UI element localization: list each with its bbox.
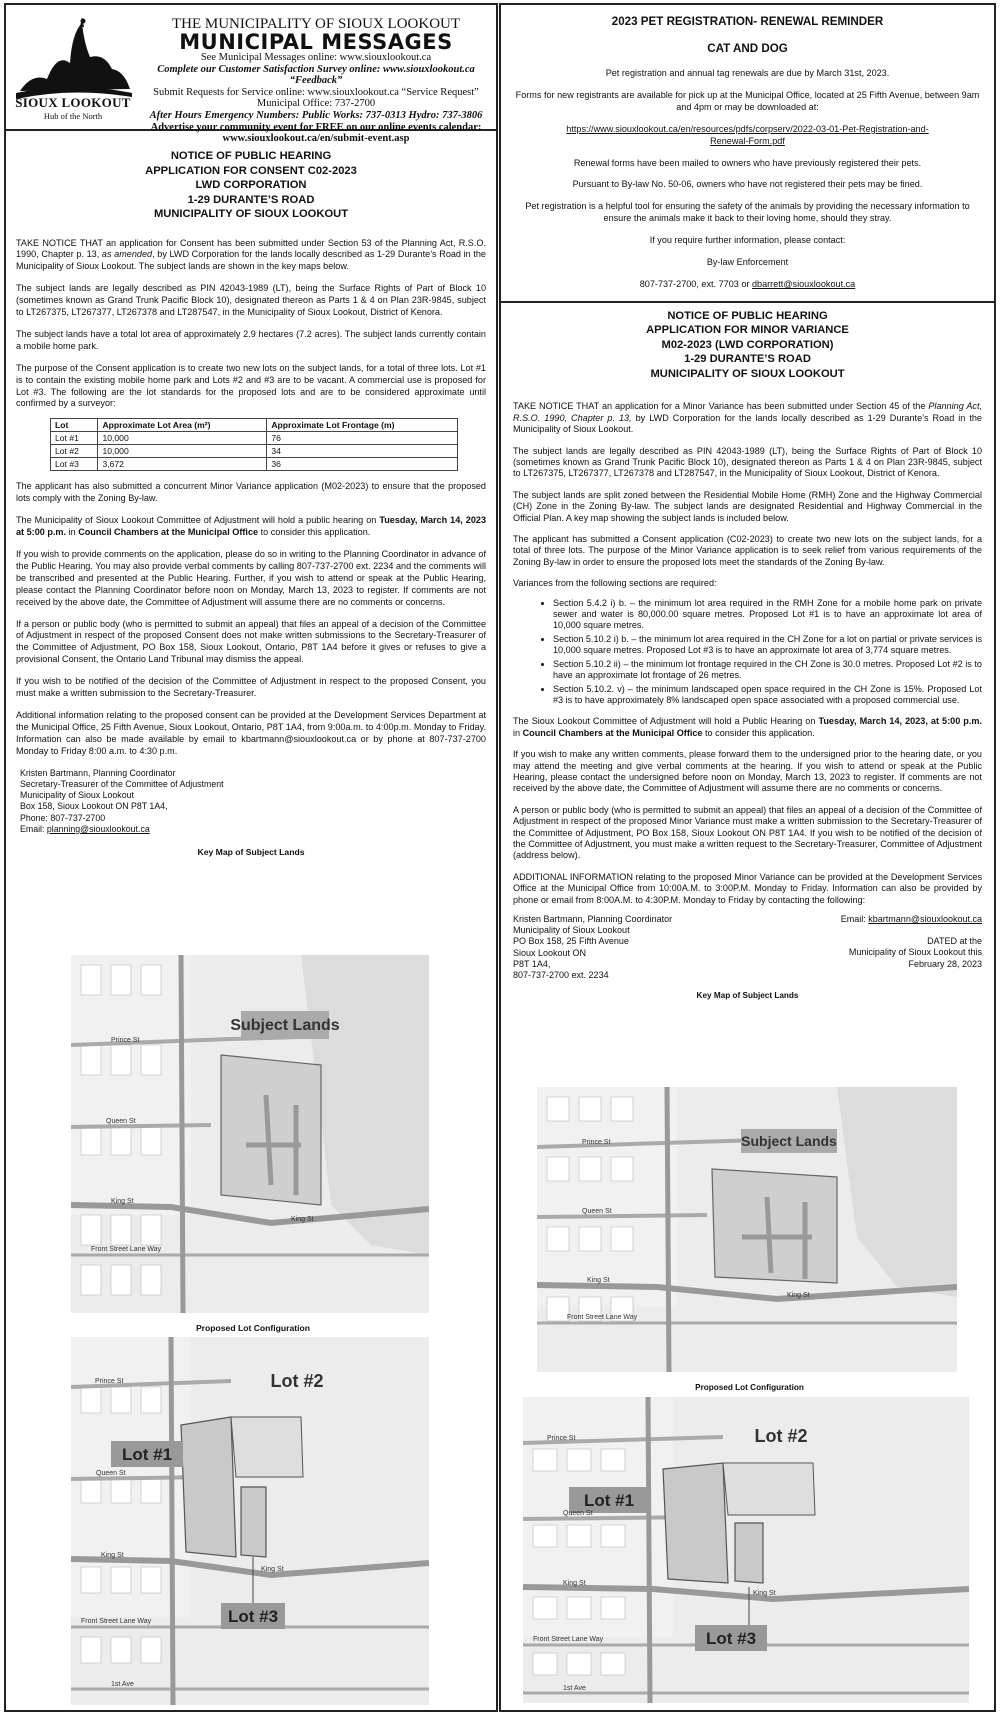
queen-st-label: Queen St [106, 1118, 136, 1125]
signature-line: Phone: 807-737-2700 [20, 812, 106, 823]
king-st-label: King St [587, 1277, 610, 1284]
variance-paragraph [513, 401, 982, 435]
masthead-municipality: THE MUNICIPALITY OF SIOUX LOOKOUT [171, 16, 461, 32]
signature-left [513, 914, 672, 981]
email-label: Email: [840, 914, 866, 924]
masthead-office: Municipal Office: 737-2700 [256, 98, 376, 110]
variance-signature [513, 914, 982, 981]
text: The Sioux Lookout Committee of Adjustment will hold a Public Hearing on [513, 716, 816, 727]
lot3-label: Lot #3 [705, 1629, 757, 1648]
table-cell: 3,672 [98, 458, 267, 471]
king-st-label: King St [101, 1552, 124, 1559]
consent-paragraph [16, 238, 486, 274]
hearing-location: Council Chambers at the Municipal Office [522, 727, 703, 738]
consent-heading [16, 149, 486, 222]
consent-heading-line: APPLICATION FOR CONSENT C02-2023 [145, 164, 357, 177]
variance-notice [501, 309, 994, 1000]
king-st-label: King St [563, 1580, 586, 1587]
first-ave-label: 1st Ave [563, 1685, 586, 1692]
consent-paragraph: If you wish to be notified of the decision of the Committee of Adjustment in respect to the proposed Consent, you must make a written submission to the Secretary-Treasurer. [16, 676, 486, 699]
hearing-date: Tuesday, March 14, 2023, at 5:00 p.m. [818, 716, 982, 727]
prince-st-label: Prince St [547, 1435, 576, 1442]
text: 807-737-2700, ext. 7703 or [639, 278, 750, 289]
consent-paragraph: If you wish to provide comments on the application, please do so in writing to the Planning Coordinator in advance of the Public Hearing. You may also provide verbal comments by calling 807-737-2700 ext. 2234 and the comments will be transcribed and presented at the Public Hearing. Further, if you wish to attend or speak at the Public Hearing, please contact the Planning Coordinator before noon on Monday, March 13, 2023 to register. If comments are not received by the above date, the Committee of Adjustment will assume there are no comments or concerns. [16, 549, 486, 607]
text: by LWD Corporation for the lands locally described as 1-29 Durante’s Road in the Municipality of Sioux Lookout. [513, 412, 982, 435]
consent-paragraph: Additional information relating to the proposed consent can be provided at the Development Services Department at the Municipal Office, 25 Fifth Avenue, Sioux Lookout, Ontario, P8T 1A4, from 9:00a.m. to 4:00p.m. Monday to Friday. Information can also be made available by email to kbartmann@siouxlookout.ca or by phone at 807-737-2700 Monday to Friday 8:00 a.m. to 4:30 p.m. [16, 709, 486, 756]
proposed-lot-map [71, 1337, 429, 1705]
variance-heading-line: NOTICE OF PUBLIC HEARING [667, 309, 828, 322]
subject-lands-label: Subject Lands [230, 1017, 340, 1034]
list-item: • Section 5.10.2. v) – the minimum landscaped open space required in the CH Zone is 15%. Proposed Lot #3 is to have approximately 8% landscaped open space associated with a proposed commercial use. [553, 684, 982, 707]
consent-signature [16, 768, 486, 836]
signature-right [841, 914, 982, 981]
table-cell: Lot #2 [51, 445, 98, 458]
variance-paragraph: If you wish to make any written comments, please forward them to the undersigned prior to the hearing date, or you may attend the meeting and give verbal comments at the hearing. If you wish to attend or speak at the Public Hearing, please contact the undersigned before noon on Monday, March 13, 2023 to register. If comments are not received by the above date, the Committee of Adjustment will assume there are no comments or concerns. [513, 749, 982, 794]
queen-st-label: Queen St [96, 1470, 126, 1477]
text: The Municipality of Sioux Lookout Committee of Adjustment will hold a public hearing on [16, 515, 377, 526]
hearing-date: Tuesday, March 14, 2023 at 5:00 p.m. [16, 515, 487, 538]
masthead-events: Advertise your community event for FREE on our online events calendar: [150, 121, 482, 133]
table-cell: 34 [267, 445, 458, 458]
email-label: Email: [20, 824, 45, 835]
pet-paragraph: Renewal forms have been mailed to owners who have previously registered their pets. [573, 157, 922, 168]
pet-contact: By-law Enforcement [706, 257, 789, 268]
king-st-label: King St [261, 1566, 284, 1573]
queen-st-label: Queen St [582, 1208, 612, 1215]
pet-subheading: CAT AND DOG [707, 41, 788, 55]
email-link[interactable]: kbartmann@siouxlookout.ca [868, 914, 982, 924]
consent-heading-line: LWD CORPORATION [195, 179, 307, 191]
dated-line: February 28, 2023 [908, 958, 982, 969]
masthead-title: MUNICIPAL MESSAGES [179, 30, 453, 54]
variance-heading-line: MUNICIPALITY OF SIOUX LOOKOUT [650, 367, 845, 380]
table-row [51, 445, 458, 458]
signature-line: Municipality of Sioux Lookout [513, 925, 630, 936]
text: in [513, 727, 521, 738]
pet-paragraph: Pet registration and annual tag renewals are due by March 31st, 2023. [605, 68, 890, 78]
signature-line: Secretary-Treasurer of the Committee of Adjustment [20, 778, 224, 789]
variance-paragraph: Variances from the following sections are required: [513, 578, 717, 589]
sioux-lookout-logo [12, 13, 134, 125]
proposed-lot-caption: Proposed Lot Configuration [195, 1323, 311, 1333]
variance-hearing-paragraph [513, 716, 982, 739]
pet-email-link[interactable]: dbarrett@siouxlookout.ca [751, 278, 856, 289]
text: , by LWD Corporation for the lands locally described as 1-29 Durante’s Road in the Municipality of Sioux Lookout. The subject lands are shown in the key maps below. [16, 249, 486, 272]
masthead-events-url: www.siouxlookout.ca/en/submit-event.asp [222, 133, 410, 145]
signature-email-line [20, 824, 486, 835]
lot1-label: Lot #1 [121, 1445, 173, 1464]
section-divider [501, 301, 994, 303]
lot-standards-table [50, 418, 458, 471]
consent-paragraph: If a person or public body (who is permitted to submit an appeal) that files an appeal of a decision of the Committee of Adjustment in respect of the proposed Consent does not make written submissions to the Secretary-Treasurer of the Committee of Adjustment, PO Box 158, Sioux Lookout, Ontario, P8T 1A4 before it gives or refuses to give a provisional Consent, the Ontario Land Tribunal may dismiss the appeal. [16, 618, 486, 665]
text: TAKE NOTICE THAT an application for a Minor Variance has been submitted under Section 45 of the [513, 401, 926, 412]
lot3-label: Lot #3 [227, 1607, 279, 1626]
pet-paragraph: Forms for new registrants are available for pick up at the Municipal Office, located at 25 Fifth Avenue, between 9am and 4pm or may be downloaded at: [515, 89, 980, 112]
table-cell: 76 [267, 432, 458, 445]
variance-list [553, 598, 982, 707]
prince-st-label: Prince St [111, 1037, 140, 1044]
table-header-row [51, 419, 458, 432]
logo-tagline: Hub of the North [43, 111, 103, 121]
consent-paragraph: The purpose of the Consent application is to create two new lots on the subject lands, for a total of three lots. Lot #1 is to contain the existing mobile home park and Lots #2 and #3 are to be vacant. A commercial use is proposed for Lot #3. The following are the lot standards for the proposed lots and are to be considered approximate until confirmed by a surveyor: [16, 362, 486, 409]
table-row [51, 432, 458, 445]
consent-paragraph: The subject lands are legally described as PIN 42043-1989 (LT), being the Surface Rights of Part of Block 10 (sometimes known as Grand Trunk Pacific Block 10), designated thereon as Parts 1 & 4 on Plan 23R-9845, subject to LT267375, LT267377, LT267378 and LT287547, in the Municipality of Sioux Lookout, District of Kenora. [16, 283, 486, 318]
signature-line: Box 158, Sioux Lookout ON P8T 1A4, [20, 801, 168, 812]
king-st-label: King St [291, 1216, 314, 1223]
consent-notice [6, 131, 496, 857]
proposed-lot-caption: Proposed Lot Configuration [695, 1383, 804, 1392]
key-map-drawing [71, 955, 429, 1313]
consent-hearing-paragraph [16, 515, 486, 539]
front-st-label: Front Street Lane Way [567, 1314, 638, 1321]
list-item: • Section 5.10.2 ii) – the minimum lot frontage required in the CH Zone is 30.0 metres. Proposed Lot #2 is to have an approximate lot frontage of 26 metres. [553, 659, 982, 682]
prince-st-label: Prince St [95, 1378, 124, 1385]
lot2-label: Lot #2 [754, 1426, 808, 1446]
table-header-cell: Approximate Lot Frontage (m) [267, 419, 458, 432]
king-st-label: King St [787, 1292, 810, 1299]
logo-wordmark: SIOUX LOOKOUT [15, 95, 131, 110]
masthead-text [136, 17, 496, 145]
front-st-label: Front Street Lane Way [81, 1618, 152, 1625]
pet-form-link[interactable]: https://www.siouxlookout.ca/en/resources/pdfs/corpserv/2022-03-01-Pet-Registration-and-Renewal-Form.pdf [566, 123, 929, 146]
variance-paragraph: The applicant has submitted a Consent application (C02-2023) to create two new lots on the subject lands, for a total of three lots. The purpose of the Minor Variance application is to seek relief from various requirements of the Zoning By-law in order to ensure the proposed lots meet the standards of the Zoning By-law. [513, 534, 982, 567]
lot2-label: Lot #2 [270, 1371, 324, 1391]
text-italic: Planning Act, R.S.O. 1990, Chapter p. 13, [513, 401, 983, 423]
table-cell: 10,000 [98, 445, 267, 458]
masthead-survey: Complete our Customer Satisfaction Survey online: www.siouxlookout.ca “Feedback” [157, 63, 475, 87]
masthead-service: Submit Requests for Service online: www.siouxlookout.ca “Service Request” [153, 86, 479, 98]
consent-heading-line: 1-29 DURANTE’S ROAD [187, 193, 315, 206]
masthead-emergency: After Hours Emergency Numbers: Public Works: 737-0313 Hydro: 737-3806 [149, 109, 483, 121]
king-st-label: King St [753, 1590, 776, 1597]
table-cell: Lot #1 [51, 432, 98, 445]
key-map-subject-lands [537, 1087, 957, 1372]
variance-heading-line: APPLICATION FOR MINOR VARIANCE [646, 324, 849, 337]
table-row [51, 458, 458, 471]
proposed-lot-drawing [71, 1337, 429, 1705]
subject-lands-label: Subject Lands [741, 1133, 837, 1149]
text: in [68, 527, 76, 538]
signature-line: Sioux Lookout ON [513, 947, 587, 958]
signature-line: 807-737-2700 ext. 2234 [513, 970, 609, 981]
signature-line: Municipality of Sioux Lookout [20, 790, 134, 801]
variance-paragraph: The subject lands are legally described as PIN 42043-1989 (LT), being the Surface Rights of Part of Block 10 (sometimes known as Grand Trunk Pacific Block 10), designated thereon as Parts 1 & 4 on Plan 23R-9845, subject to LT267375, LT267377, LT267378 and LT287547, in the Municipality of Sioux Lookout, District of Kenora. [513, 445, 982, 479]
consent-paragraph: The subject lands have a total lot area of approximately 2.9 hectares (7.2 acres). The subject lands currently contain a mobile home park. [16, 328, 486, 351]
right-column [499, 3, 996, 1712]
table-cell: Lot #3 [51, 458, 98, 471]
signature-line: P8T 1A4, [513, 958, 551, 969]
signature-email-line [841, 914, 982, 925]
first-ave-label: 1st Ave [111, 1681, 134, 1688]
text: to consider this application. [705, 727, 815, 738]
pet-heading: 2023 PET REGISTRATION- RENEWAL REMINDER [611, 15, 884, 28]
table-cell: 10,000 [98, 432, 267, 445]
dated-line: Municipality of Sioux Lookout this [848, 947, 982, 958]
dated-line: DATED at the [927, 936, 982, 947]
key-map-caption: Key Map of Subject Lands [696, 991, 799, 1001]
pet-paragraph: Pursuant to By-law No. 50-06, owners who have not registered their pets may be fined. [572, 179, 923, 190]
key-map-drawing [537, 1087, 957, 1372]
variance-paragraph: A person or public body (who is permitted to submit an appeal) that files an appeal of a decision of the Committee of Adjustment in respect of the proposed Minor Variance must make a written submission to the Secretary-Treasurer of the Committee of Adjustment, PO Box 158, Sioux Lookout ON P8T 1A4. If you wish to be notified of the decision of the Committee of Adjustment, you must make a written request to the Secretary-Treasurer, Committee of Adjustment (address below). [513, 804, 982, 861]
variance-heading-line: M02-2023 (LWD CORPORATION) [661, 338, 834, 351]
list-item: • Section 5.10.2 i) b. – the minimum lot area required in the CH Zone for a lot on partial or private services is 10,000 square metres. Proposed Lot #3 is to have an approximate lot area of 3,774 square metres. [553, 634, 982, 657]
key-map-caption: Key Map of Subject Lands [197, 847, 305, 858]
lot1-label: Lot #1 [583, 1491, 635, 1510]
key-map-subject-lands [71, 955, 429, 1313]
hearing-location: Council Chambers at the Municipal Office [78, 527, 259, 538]
signature-line: PO Box 158, 25 Fifth Avenue [513, 936, 629, 947]
table-header-cell: Approximate Lot Area (m²) [98, 419, 267, 432]
left-column [4, 3, 498, 1712]
variance-heading [513, 309, 982, 382]
prince-st-label: Prince St [582, 1139, 611, 1146]
pet-paragraph: If you require further information, please contact: [649, 235, 846, 246]
proposed-lot-drawing [523, 1397, 969, 1703]
pet-registration-notice [501, 5, 994, 291]
text: to consider this application. [260, 527, 371, 538]
table-cell: 36 [267, 458, 458, 471]
front-st-label: Front Street Lane Way [91, 1246, 162, 1253]
masthead [6, 5, 496, 145]
table-header-cell: Lot [51, 419, 98, 432]
variance-paragraph: The subject lands are split zoned between the Residential Mobile Home (RMH) Zone and the Highway Commercial (CH) Zone in the Zoning By-law. The subject lands are designated Residential and Highway Commercial in the Official Plan. A key map showing the subject lands is included below. [513, 489, 982, 523]
consent-heading-line: MUNICIPALITY OF SIOUX LOOKOUT [153, 208, 349, 220]
signature-line: Kristen Bartmann, Planning Coordinator [20, 767, 176, 778]
text-italic: as amended [101, 249, 153, 260]
consent-paragraph: The applicant has also submitted a concurrent Minor Variance application (M02-2023) to ensure that the proposed lots comply with the Zoning By-law. [16, 481, 486, 504]
front-st-label: Front Street Lane Way [533, 1636, 604, 1643]
pet-paragraph: Pet registration is a helpful tool for ensuring the safety of the animals by providing the necessary information to ensure the animals make it back to their loving home, should they stray. [525, 201, 970, 224]
king-st-label: King St [111, 1198, 134, 1205]
text: TAKE NOTICE THAT an application for Consent has been submitted under Section 53 of the Planning Act, R.S.O. 1990, Chapter p. 13, [16, 237, 486, 260]
variance-heading-line: 1-29 DURANTE’S ROAD [684, 353, 811, 366]
masthead-online: See Municipal Messages online: www.siouxlookout.ca [200, 52, 432, 63]
variance-paragraph: ADDITIONAL INFORMATION relating to the proposed Minor Variance can be provided at the Development Services Office at the Municipal Office from 10:00A.M. to 3:00P.M. Monday to Friday. Information can also be provided by phone or email from 8:00A.M. to 4:30P.M. Monday to Friday by contacting the following: [513, 871, 982, 905]
consent-heading-line: NOTICE OF PUBLIC HEARING [170, 150, 332, 162]
email-link[interactable]: planning@siouxlookout.ca [46, 824, 150, 835]
proposed-lot-map [523, 1397, 969, 1703]
list-item: • Section 5.4.2 i) b. – the minimum lot area required in the RMH Zone for a mobile home park on private sewer and water is 80,000.00 square metres. Proposed Lot #1 is to have an approximate lot area of 10,000 square metres. [553, 598, 982, 632]
queen-st-label: Queen St [563, 1510, 593, 1517]
signature-line: Kristen Bartmann, Planning Coordinator [513, 914, 673, 924]
pet-contact-line [511, 279, 984, 291]
